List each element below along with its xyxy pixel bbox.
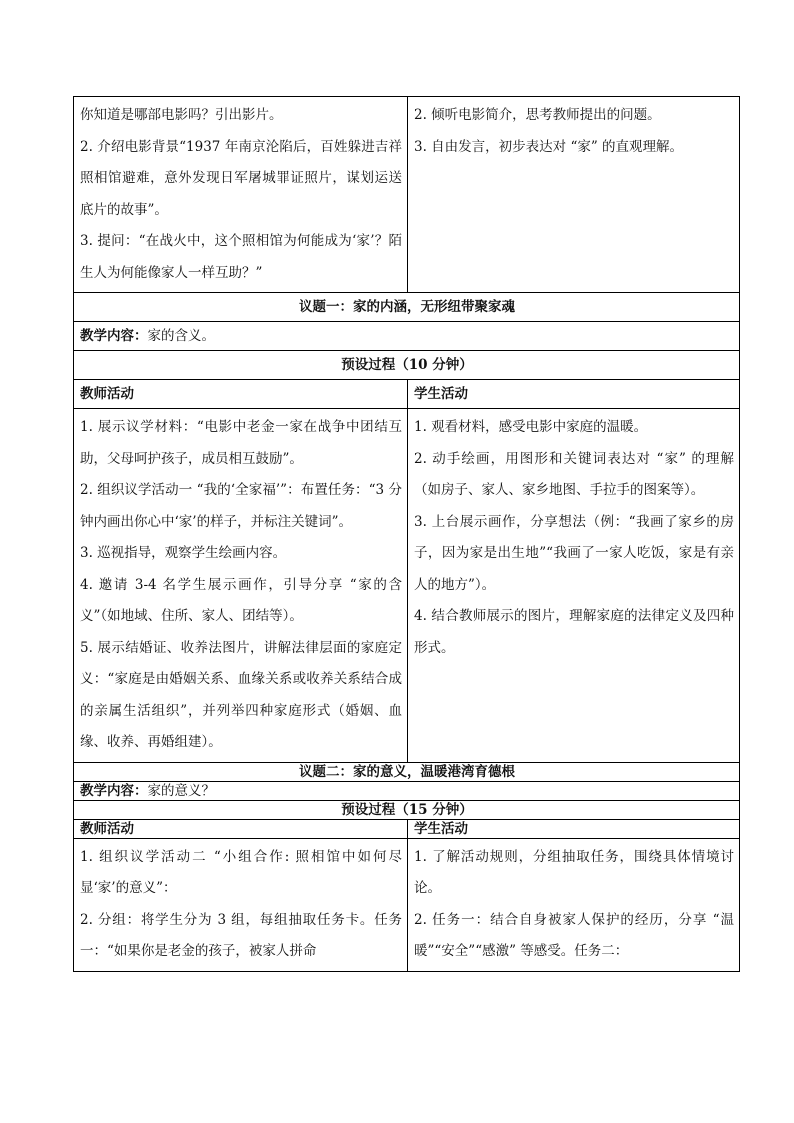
topic2-title-row [74,762,740,781]
intro-student-cell [408,97,740,293]
topic1-student-cell [408,409,740,763]
topic1-student-line: 4. 结合教师展示的图片，理解家庭的法律定义及四种形式。 [414,608,734,656]
topic2-teacher-line: 1. 组织议学活动二 “小组合作: 照相馆中如何尽显‘家’的意义”： [80,848,402,896]
topic2-content [74,781,740,800]
intro-teacher-cell [74,97,408,293]
topic1-content-text: 家的含义。 [147,328,215,344]
intro-teacher-line: 你知道是哪部电影吗？引出影片。 [80,107,283,123]
topic1-header-row [74,380,740,409]
lesson-plan-table [73,96,740,972]
topic2-process-row [74,800,740,819]
topic2-teacher-cell [74,838,408,971]
topic1-teacher-line: 2. 组织议学活动一 “我的‘全家福’”：布置任务：“3 分钟内画出你心中‘家’的样子，并标注关键词”。 [80,482,402,530]
topic1-title-row [74,293,740,322]
topic1-process-row [74,351,740,380]
intro-teacher-line: 2. 介绍电影背景“1937 年南京沦陷后，百姓躲进吉祥照相馆避难，意外发现日军屠城罪证照片，谋划运送底片的故事”。 [80,138,402,218]
topic1-content-row [74,322,740,351]
topic2-activity-row [74,838,740,971]
topic1-teacher-line: 1. 展示议学材料：“电影中老金一家在战争中团结互助，父母呵护孩子，成员相互鼓励”。 [80,419,402,467]
intro-student-line: 3. 自由发言，初步表达对 “家” 的直观理解。 [414,138,684,155]
topic2-student-line: 1. 了解活动规则，分组抽取任务，围绕具体情境讨论。 [414,848,734,896]
topic1-student-line: 3. 上台展示画作，分享想法（例：“我画了家乡的房子，因为家是出生地”“我画了一家人吃饭，家是有亲人的地方”）。 [414,513,734,593]
topic1-title: 议题一：家的内涵，无形纽带聚家魂 [74,293,740,322]
topic2-content-row [74,781,740,800]
topic1-teacher-line: 3. 巡视指导，观察学生绘画内容。 [80,545,287,561]
topic1-teacher-header: 教师活动 [74,380,408,409]
intro-teacher-line: 3. 提问：“在战火中，这个照相馆为何能成为‘家’？陌生人为何能像家人一样互助？” [80,233,402,281]
topic2-teacher-header: 教师活动 [74,819,408,838]
topic1-activity-row [74,409,740,763]
topic1-content-label: 教学内容： [80,328,148,344]
topic2-student-header: 学生活动 [408,819,740,838]
topic2-student-line: 2. 任务一：结合自身被家人保护的经历，分享 “温暖”“安全”“感激” 等感受。任务二： [414,911,734,959]
topic1-teacher-line: 5. 展示结婚证、收养法图片，讲解法律层面的家庭定义：“家庭是由婚姻关系、血缘关系或收养关系结合成的亲属生活组织”，并列举四种家庭形式（婚姻、血缘、收养、再婚组建）。 [80,639,402,750]
topic1-student-header: 学生活动 [408,380,740,409]
topic1-student-line: 1. 观看材料，感受电影中家庭的温暖。 [414,419,648,435]
topic1-student-line: 2. 动手绘画，用图形和关键词表达对 “家” 的理解（如房子、家人、家乡地图、手拉手的图案等）。 [414,450,734,498]
topic1-teacher-line: 4. 邀请 3-4 名学生展示画作，引导分享 “家的含义”（如地域、住所、家人、团结等）。 [80,576,402,624]
topic2-title: 议题二：家的意义，温暖港湾育德根 [74,762,740,781]
topic1-content [74,322,740,351]
topic2-teacher-line: 2. 分组：将学生分为 3 组，每组抽取任务卡。任务一：“如果你是老金的孩子，被家人拼命 [80,911,402,959]
topic2-process-title: 预设过程（15 分钟） [74,800,740,819]
topic2-student-cell [408,838,740,971]
intro-row [74,97,740,293]
topic2-content-label: 教学内容： [80,782,148,799]
topic1-teacher-cell [74,409,408,763]
intro-student-line: 2. 倾听电影简介，思考教师提出的问题。 [414,107,661,123]
topic1-process-title: 预设过程（10 分钟） [74,351,740,380]
topic2-content-text: 家的意义？ [147,782,215,799]
topic2-header-row [74,819,740,838]
